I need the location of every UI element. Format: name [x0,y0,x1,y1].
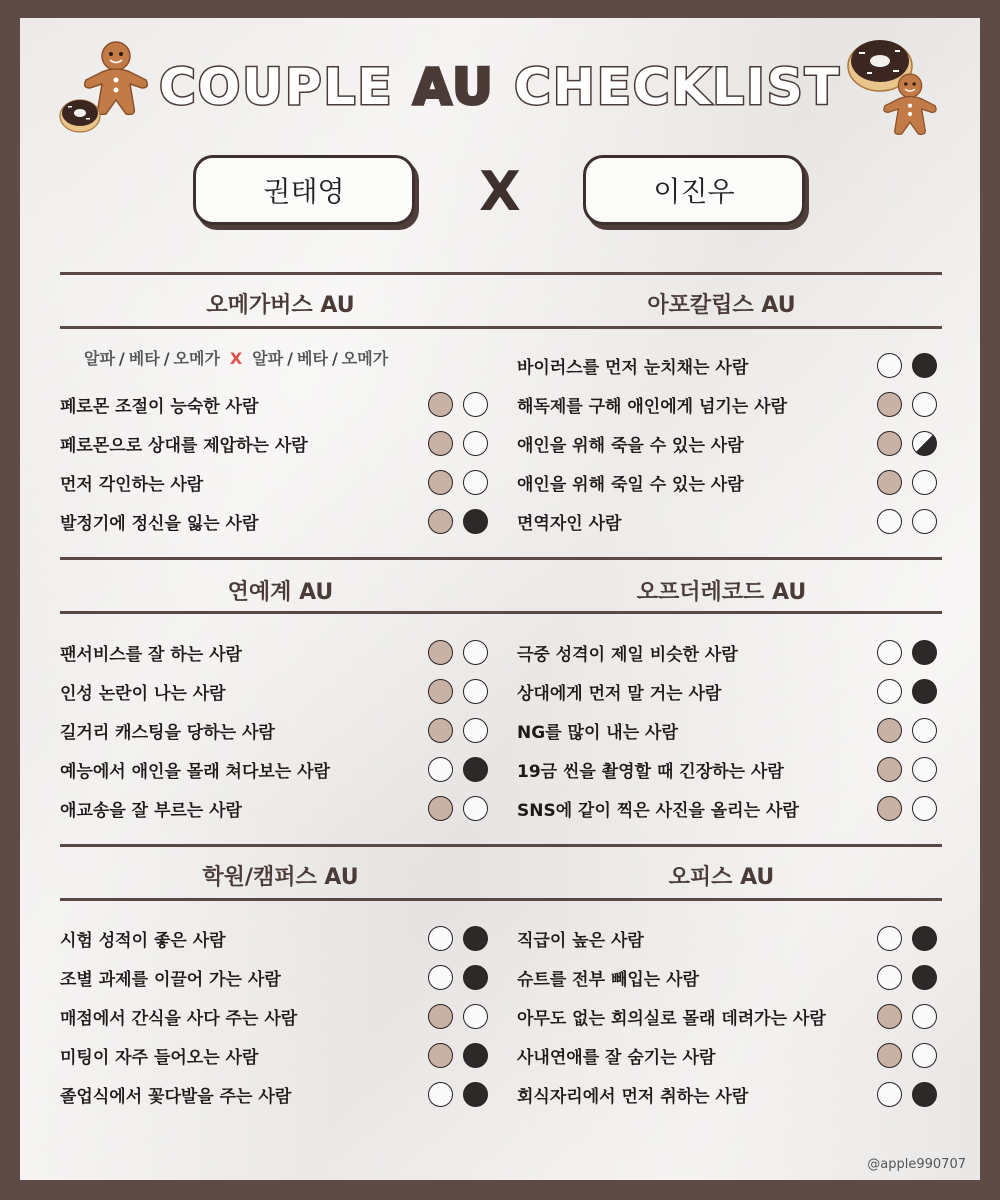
checklist-item-label: 페로몬으로 상대를 제압하는 사람 [60,435,308,456]
mark-right-circle [912,679,937,704]
checklist-item-label: 애인을 위해 죽을 수 있는 사람 [517,435,744,456]
mark-pair [877,1043,937,1068]
mark-pair [877,965,937,990]
mark-left-circle [877,640,902,665]
mark-left-circle [877,965,902,990]
section-divider [60,844,942,847]
mark-left-circle [428,757,453,782]
section-title: 학원/캠퍼스 AU [202,865,359,890]
checklist-item [60,678,226,704]
mark-left-circle [877,926,902,951]
mark-pair [428,1004,488,1029]
mark-pair [428,392,488,417]
section-title: 오프더레코드 AU [636,580,807,605]
credit-handle: @apple990707 [867,1157,966,1172]
mark-left-circle [428,392,453,417]
mark-right-circle [912,1004,937,1029]
mark-right-circle [912,718,937,743]
section-title: 아포칼립스 AU [647,293,796,318]
section-title: 연예계 AU [227,580,334,605]
mark-right-circle [912,509,937,534]
mark-right-circle [912,965,937,990]
mark-pair [877,353,937,378]
checklist-item [517,1042,715,1068]
mark-right-circle [463,965,488,990]
mark-pair [428,509,488,534]
checklist-item-label: 면역자인 사람 [517,513,622,534]
checklist-item-label: 페로몬 조절이 능숙한 사람 [60,396,259,417]
checklist-item-label: 예능에서 애인을 몰래 쳐다보는 사람 [60,761,331,782]
mark-right-circle [463,640,488,665]
mark-pair [877,1004,937,1029]
checklist-item-label: 19금 씬을 촬영할 때 긴장하는 사람 [517,761,784,782]
mark-right-circle [463,431,488,456]
page-title: COUPLE AU CHECKLIST [159,58,841,116]
mark-left-circle [877,718,902,743]
checklist-item [517,469,744,495]
mark-left-circle [428,509,453,534]
checklist-item-label: 먼저 각인하는 사람 [60,474,204,495]
checklist-item [517,678,721,704]
checklist-item [60,964,281,990]
mark-left-circle [428,796,453,821]
checklist-item-label: 인성 논란이 나는 사람 [60,683,226,704]
mark-pair [428,1082,488,1107]
legend: 알파 / 베타 / 오메가 X 알파 / 베타 / 오메가 [84,349,389,368]
mark-pair [877,392,937,417]
mark-left-circle [877,1043,902,1068]
mark-right-circle [912,796,937,821]
checklist-item [517,352,748,378]
checklist-item [517,639,738,665]
checklist-item [60,639,242,665]
mark-right-circle [912,431,937,456]
mark-left-circle [877,679,902,704]
mark-left-circle [428,470,453,495]
mark-pair [428,431,488,456]
checklist-item-label: 팬서비스를 잘 하는 사람 [60,644,242,665]
mark-pair [428,1043,488,1068]
mark-pair [428,640,488,665]
mark-right-circle [463,1082,488,1107]
checklist-item-label: 길거리 캐스팅을 당하는 사람 [60,722,275,743]
mark-pair [428,470,488,495]
checklist-item-label: 미팅이 자주 들어오는 사람 [60,1047,259,1068]
checklist-item [517,795,799,821]
checklist-item [517,1003,826,1029]
checklist-item-label: 해독제를 구해 애인에게 넘기는 사람 [517,396,788,417]
checklist-item-label: 바이러스를 먼저 눈치채는 사람 [517,357,749,378]
mark-pair [877,926,937,951]
mark-left-circle [877,392,902,417]
mark-left-circle [428,1082,453,1107]
mark-left-circle [428,640,453,665]
checklist-item-label: 슈트를 전부 빼입는 사람 [517,969,699,990]
section-divider [60,272,942,275]
checklist-item [60,1003,297,1029]
checklist-item [60,795,242,821]
mark-pair [877,718,937,743]
mark-right-circle [912,353,937,378]
mark-right-circle [463,718,488,743]
mark-left-circle [877,757,902,782]
checklist-item-label: 발정기에 정신을 잃는 사람 [60,513,259,534]
mark-left-circle [877,431,902,456]
mark-pair [428,718,488,743]
checklist-item [60,1081,291,1107]
checklist-item [60,508,258,534]
mark-right-circle [463,1043,488,1068]
mark-pair [877,470,937,495]
name-box-left: 권태영 [193,155,415,225]
checklist-item [517,391,787,417]
checklist-item [60,391,258,417]
mark-pair [428,796,488,821]
mark-right-circle [912,926,937,951]
checklist-item-label: 매점에서 간식을 사다 주는 사람 [60,1008,298,1029]
mark-pair [877,640,937,665]
checklist-item [60,717,275,743]
mark-right-circle [463,392,488,417]
checklist-item-label: 시험 성적이 좋은 사람 [60,930,226,951]
checklist-item-label: 극중 성격이 제일 비슷한 사람 [517,644,738,665]
checklist-item [60,430,308,456]
mark-right-circle [463,470,488,495]
section-divider [60,557,942,560]
checklist-item [517,964,699,990]
mark-right-circle [912,392,937,417]
section-title: 오메가버스 AU [206,293,355,318]
checklist-item-label: 직급이 높은 사람 [517,930,644,951]
checklist-item-label: 사내연애를 잘 숨기는 사람 [517,1047,716,1068]
mark-right-circle [463,757,488,782]
mark-pair [877,679,937,704]
checklist-item-label: 상대에게 먼저 말 거는 사람 [517,683,722,704]
section-divider [60,898,942,901]
mark-right-circle [463,679,488,704]
mark-right-circle [912,470,937,495]
section-title: 오피스 AU [668,865,775,890]
mark-pair [428,926,488,951]
mark-left-circle [428,1043,453,1068]
mark-pair [877,796,937,821]
mark-pair [428,679,488,704]
checklist-item [60,469,203,495]
checklist-item-label: 애인을 위해 죽일 수 있는 사람 [517,474,744,495]
mark-pair [877,509,937,534]
mark-pair [428,965,488,990]
mark-left-circle [877,1082,902,1107]
checklist-item [60,925,226,951]
checklist-item [517,1081,748,1107]
checklist-item [517,756,784,782]
checklist-item-label: 조별 과제를 이끌어 가는 사람 [60,969,281,990]
mark-left-circle [428,718,453,743]
mark-right-circle [912,1043,937,1068]
checklist-item [60,756,330,782]
mark-pair [428,757,488,782]
mark-left-circle [877,796,902,821]
checklist-item-label: SNS에 같이 찍은 사진을 올리는 사람 [517,800,799,821]
mark-left-circle [428,1004,453,1029]
mark-pair [877,431,937,456]
checklist-item [517,717,678,743]
section-divider [60,326,942,329]
mark-left-circle [877,353,902,378]
mark-right-circle [463,926,488,951]
x-separator: X [479,160,521,223]
checklist-item [60,1042,258,1068]
checklist-item [517,508,621,534]
mark-right-circle [463,796,488,821]
checklist-item [517,430,744,456]
checklist-item-label: NG를 많이 내는 사람 [517,722,678,743]
mark-left-circle [877,470,902,495]
mark-left-circle [428,679,453,704]
mark-left-circle [877,509,902,534]
mark-right-circle [912,1082,937,1107]
checklist-item-label: 애교송을 잘 부르는 사람 [60,800,242,821]
mark-right-circle [912,757,937,782]
mark-right-circle [463,1004,488,1029]
checklist-item [517,925,644,951]
mark-pair [877,757,937,782]
name-box-right: 이진우 [583,155,805,225]
mark-left-circle [428,431,453,456]
mark-left-circle [428,926,453,951]
mark-left-circle [877,1004,902,1029]
mark-right-circle [463,509,488,534]
mark-right-circle [912,640,937,665]
checklist-item-label: 아무도 없는 회의실로 몰래 데려가는 사람 [517,1008,826,1029]
mark-pair [877,1082,937,1107]
mark-left-circle [428,965,453,990]
checklist-item-label: 졸업식에서 꽃다발을 주는 사람 [60,1086,292,1107]
section-divider [60,611,942,614]
checklist-item-label: 회식자리에서 먼저 취하는 사람 [517,1086,749,1107]
